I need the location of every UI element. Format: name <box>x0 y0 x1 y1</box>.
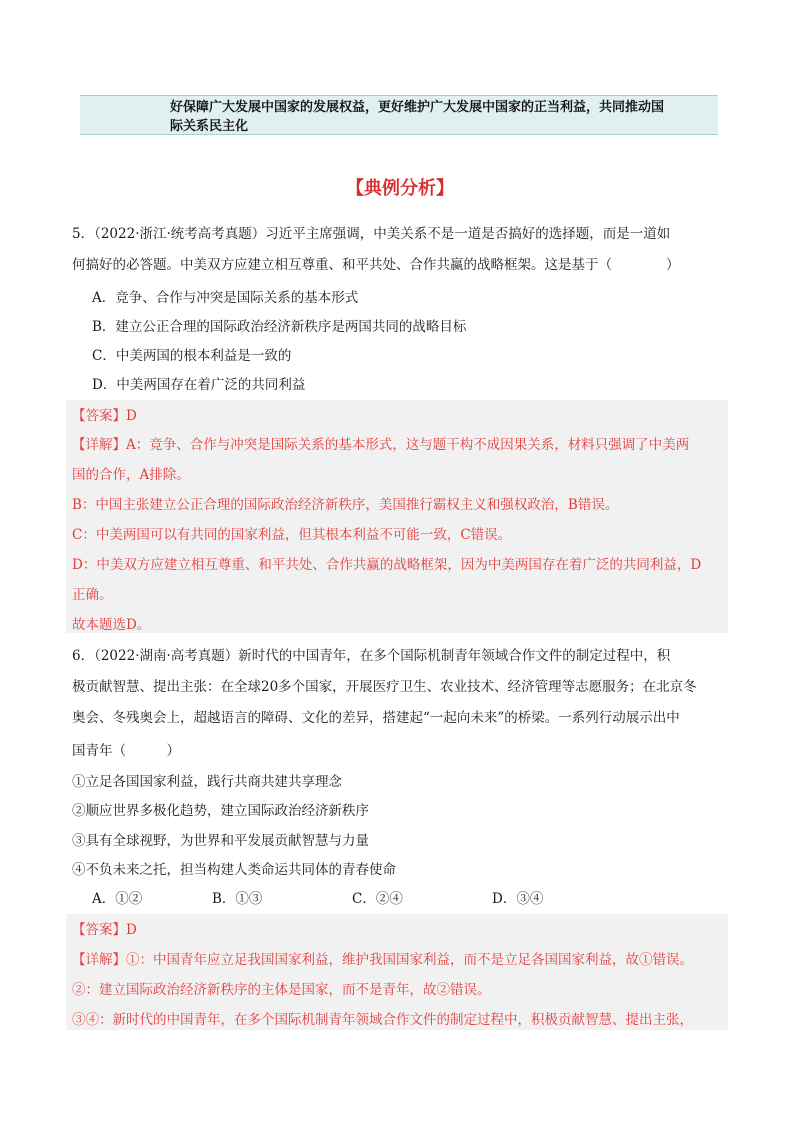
q6-stem-line-4: 国青年（ ） <box>72 743 180 759</box>
q6-stem-line-3: 奥会、冬残奥会上，超越语言的障碍、文化的差异，搭建起“一起向未来”的桥梁。一系列行动展示出中 <box>72 710 680 726</box>
q5-detail-line-3: B：中国主张建立公正合理的国际政治经济新秩序，美国推行霸权主义和强权政治，B错误。 <box>72 497 619 513</box>
q5-detail-line-6: 正确。 <box>72 587 113 603</box>
q6-statement-3: ③具有全球视野，为世界和平发展贡献智慧与力量 <box>72 833 369 849</box>
q6-option-b: B．①③ <box>212 891 263 907</box>
q5-detail-line-7: 故本题选D。 <box>72 617 151 633</box>
summary-line-1: 好保障广大发展中国家的发展权益，更好维护广大发展中国家的正当利益，共同推动国 <box>170 100 665 115</box>
q5-detail-line-2: 国的合作，A排除。 <box>72 467 190 483</box>
q5-detail-line-5: D：中美双方应建立相互尊重、和平共处、合作共赢的战略框架，因为中美两国存在着广泛的共同利益，D <box>72 557 702 573</box>
q5-answer: 【答案】D <box>72 408 137 424</box>
q6-detail-line-3: ③④：新时代的中国青年，在多个国际机制青年领域合作文件的制定过程中，积极贡献智慧、提出主张， <box>72 1012 693 1028</box>
q5-stem-line-2: 何搞好的必答题。中美双方应建立相互尊重、和平共处、合作共赢的战略框架。这是基于（ ） <box>72 257 680 273</box>
section-title: 【典例分析】 <box>346 178 454 199</box>
summary-line-2: 际关系民主化 <box>170 119 249 134</box>
q6-option-a: A．①② <box>92 891 143 907</box>
q6-detail-line-1: 【详解】①：中国青年应立足我国国家利益，维护我国国家利益，而不是立足各国国家利益，故①错误。 <box>72 952 693 968</box>
q6-statement-2: ②顺应世界多极化趋势，建立国际政治经济新秩序 <box>72 803 369 819</box>
q6-answer: 【答案】D <box>72 922 137 938</box>
q6-option-c: C．②④ <box>352 891 403 907</box>
q6-stem-line-1: 6．（2022·湖南·高考真题）新时代的中国青年，在多个国际机制青年领域合作文件的制定过程中，积 <box>72 648 671 664</box>
q5-detail-line-1: 【详解】A：竞争、合作与冲突是国际关系的基本形式，这与题干构不成因果关系，材料只强调了中美两 <box>72 437 690 453</box>
q5-option-d: D．中美两国存在着广泛的共同利益 <box>92 377 306 393</box>
q5-option-a: A．竞争、合作与冲突是国际关系的基本形式 <box>92 290 359 306</box>
q5-stem-line-1: 5．（2022·浙江·统考高考真题）习近平主席强调，中美关系不是一道是否搞好的选择题，而是一道如 <box>72 226 671 242</box>
q5-option-b: B．建立公正合理的国际政治经济新秩序是两国共同的战略目标 <box>92 319 467 335</box>
q6-stem-line-2: 极贡献智慧、提出主张：在全球20多个国家，开展医疗卫生、农业技术、经济管理等志愿服务；在北京冬 <box>72 679 697 695</box>
summary-box <box>80 95 718 135</box>
q6-statement-4: ④不负未来之托，担当构建人类命运共同体的青春使命 <box>72 862 396 878</box>
q6-option-d: D．③④ <box>492 891 544 907</box>
q5-detail-line-4: C：中美两国可以有共同的国家利益，但其根本利益不可能一致，C错误。 <box>72 527 512 543</box>
q6-detail-line-2: ②：建立国际政治经济新秩序的主体是国家，而不是青年，故②错误。 <box>72 982 491 998</box>
q6-statement-1: ①立足各国国家利益，践行共商共建共享理念 <box>72 774 342 790</box>
q5-option-c: C．中美两国的根本利益是一致的 <box>92 348 292 364</box>
